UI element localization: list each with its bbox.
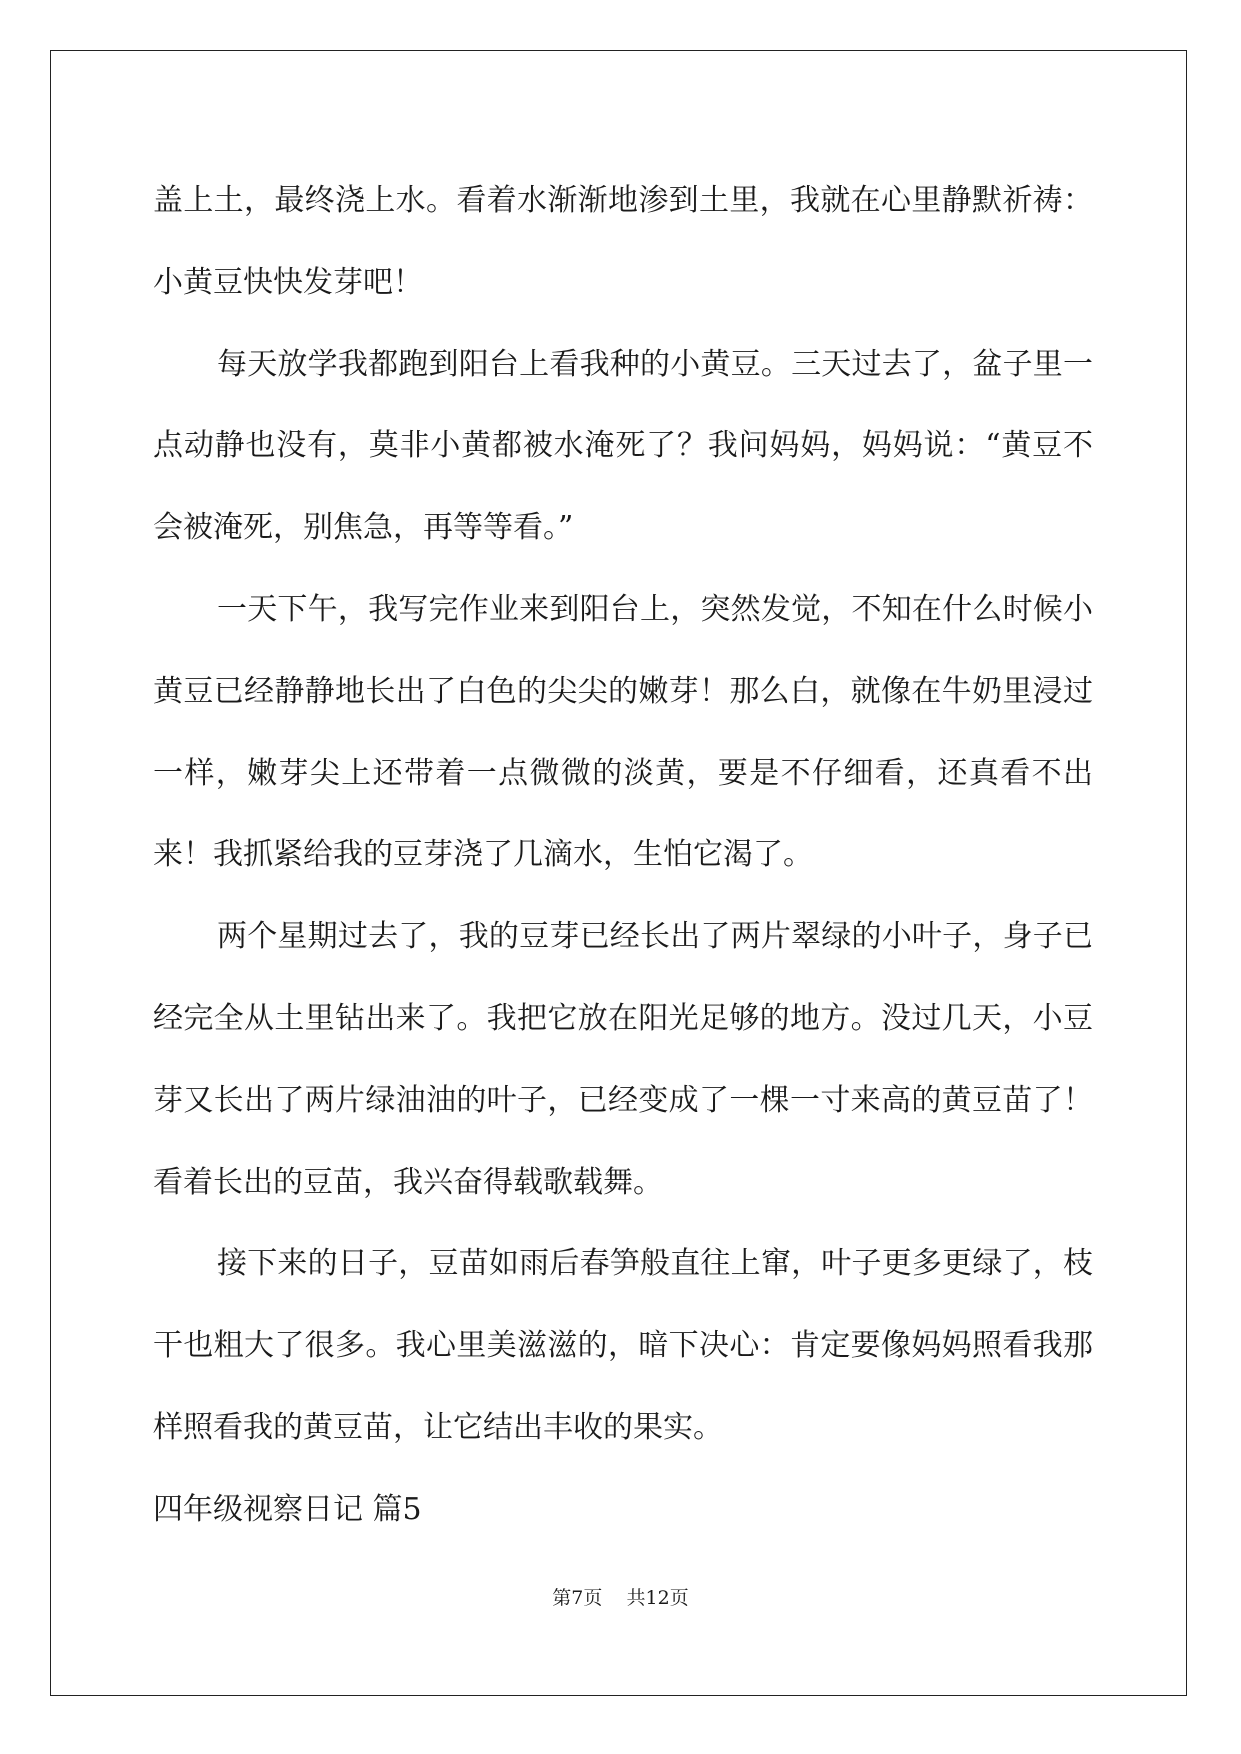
page-number: 第7页 xyxy=(552,1587,603,1609)
document-body xyxy=(153,160,1093,1551)
paragraph: 接下来的日子，豆苗如雨后春笋般直往上窜，叶子更多更绿了，枝干也粗大了很多。我心里美滋滋的，暗下决心：肯定要像妈妈照看我那样照看我的黄豆苗，让它结出丰收的果实。 xyxy=(153,1246,1093,1445)
page-footer xyxy=(0,1583,1241,1610)
paragraph-continuation: 盖上土，最终浇上水。看着水渐渐地渗到土里，我就在心里静默祈祷：小黄豆快快发芽吧！ xyxy=(153,183,1093,300)
paragraph: 一天下午，我写完作业来到阳台上，突然发觉，不知在什么时候小黄豆已经静静地长出了白色的尖尖的嫩芽！那么白，就像在牛奶里浸过一样，嫩芽尖上还带着一点微微的淡黄，要是不仔细看，还真看不出来！我抓紧给我的豆芽浇了几滴水，生怕它渴了。 xyxy=(153,591,1093,873)
paragraph: 每天放学我都跑到阳台上看我种的小黄豆。三天过去了，盆子里一点动静也没有，莫非小黄都被水淹死了？我问妈妈，妈妈说：“黄豆不会被淹死，别焦急，再等等看。” xyxy=(153,346,1093,546)
page-total: 共12页 xyxy=(626,1587,689,1609)
paragraph: 两个星期过去了，我的豆芽已经长出了两片翠绿的小叶子，身子已经完全从土里钻出来了。我把它放在阳光足够的地方。没过几天，小豆芽又长出了两片绿油油的叶子，已经变成了一棵一寸来高的黄豆苗了！看着长出的豆苗，我兴奋得载歌载舞。 xyxy=(153,919,1093,1200)
section-heading: 四年级视察日记 篇5 xyxy=(153,1491,422,1527)
